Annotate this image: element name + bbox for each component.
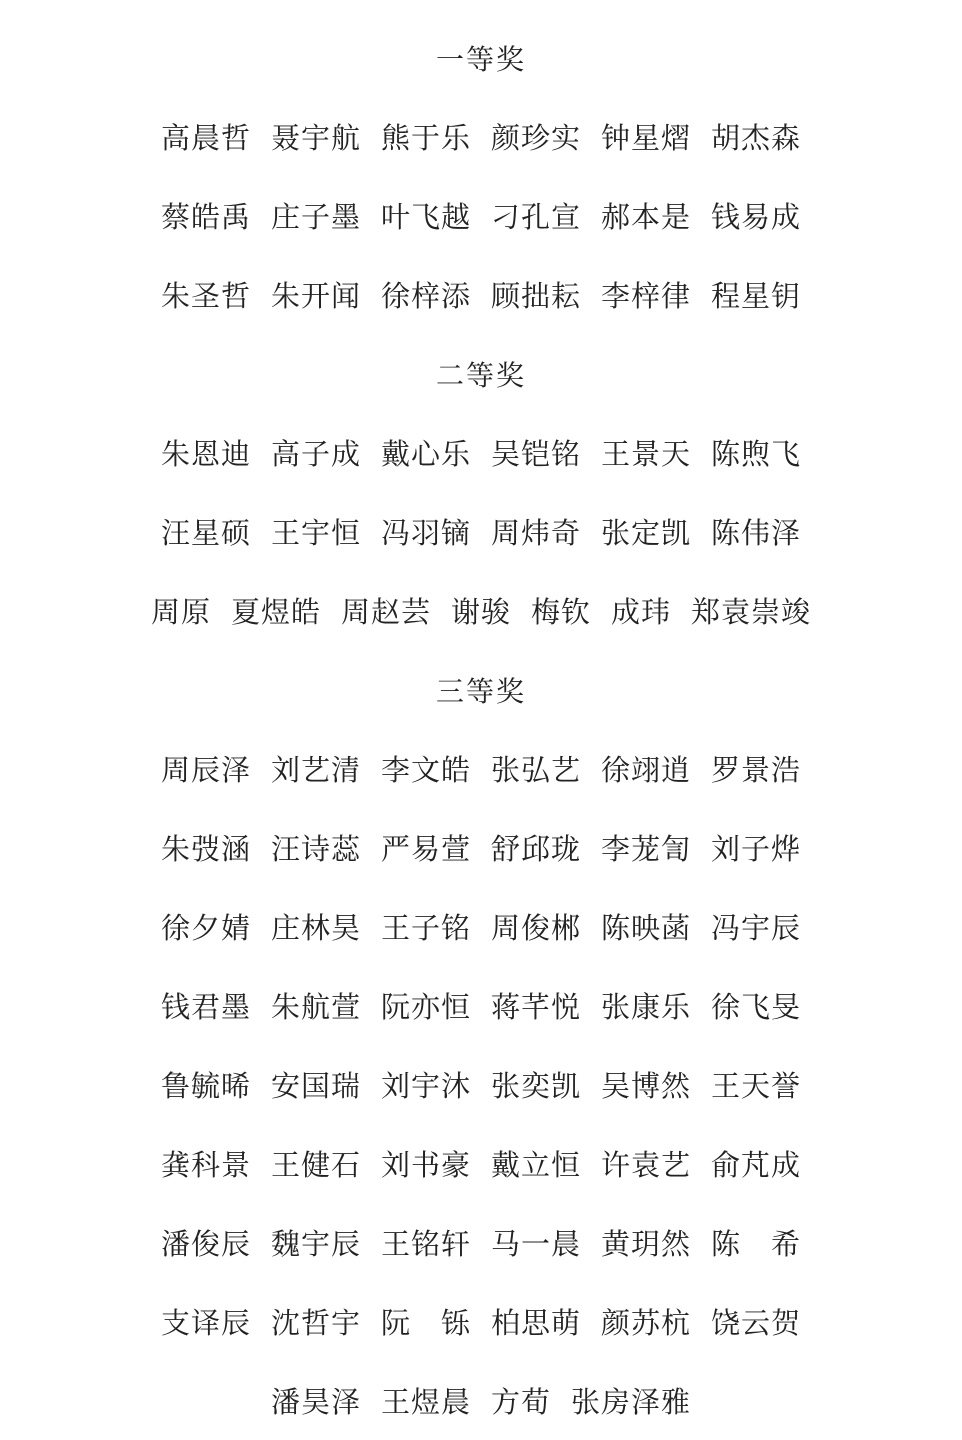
student-name: 周原 bbox=[150, 595, 211, 629]
student-name: 程星钥 bbox=[711, 279, 802, 313]
student-name: 汪诗蕊 bbox=[270, 832, 361, 866]
student-name: 钱易成 bbox=[711, 200, 802, 234]
student-name: 郑袁崇竣 bbox=[691, 595, 812, 629]
student-name: 顾拙耘 bbox=[491, 279, 582, 313]
student-name: 俞芃成 bbox=[711, 1148, 802, 1182]
student-name: 刁孔宣 bbox=[491, 200, 582, 234]
student-name: 钱君墨 bbox=[160, 990, 251, 1024]
section-heading-first-prize: 一等奖 bbox=[435, 42, 526, 76]
name-row bbox=[0, 1203, 962, 1282]
student-name: 王煜晨 bbox=[380, 1385, 471, 1419]
student-name: 朱弢涵 bbox=[160, 832, 251, 866]
student-name: 阮亦恒 bbox=[380, 990, 471, 1024]
name-row bbox=[0, 966, 962, 1045]
section-heading-second-prize: 二等奖 bbox=[435, 358, 526, 392]
student-name: 阮 铄 bbox=[380, 1306, 471, 1340]
student-name: 朱圣哲 bbox=[160, 279, 251, 313]
student-name: 李梓律 bbox=[601, 279, 692, 313]
student-name: 徐翊逍 bbox=[601, 753, 692, 787]
name-row bbox=[0, 1282, 962, 1361]
student-name: 陈 希 bbox=[711, 1227, 802, 1261]
name-row bbox=[0, 255, 962, 334]
student-name: 聂宇航 bbox=[270, 121, 361, 155]
name-row bbox=[0, 1124, 962, 1203]
student-name: 陈煦飞 bbox=[711, 437, 802, 471]
student-name: 郝本是 bbox=[601, 200, 692, 234]
student-name: 蔡皓禹 bbox=[160, 200, 251, 234]
student-name: 吴博然 bbox=[601, 1069, 692, 1103]
student-name: 王天誉 bbox=[711, 1069, 802, 1103]
student-name: 潘昊泽 bbox=[270, 1385, 361, 1419]
student-name: 舒邱珑 bbox=[491, 832, 582, 866]
student-name: 颜珍实 bbox=[491, 121, 582, 155]
student-name: 周俊郴 bbox=[491, 911, 582, 945]
student-name: 龚科景 bbox=[160, 1148, 251, 1182]
student-name: 朱航萱 bbox=[270, 990, 361, 1024]
student-name: 罗景浩 bbox=[711, 753, 802, 787]
student-name: 高子成 bbox=[270, 437, 361, 471]
name-row bbox=[0, 97, 962, 176]
student-name: 戴立恒 bbox=[491, 1148, 582, 1182]
name-row bbox=[0, 1045, 962, 1124]
student-name: 潘俊辰 bbox=[160, 1227, 251, 1261]
name-row bbox=[0, 1361, 962, 1440]
student-name: 沈哲宇 bbox=[270, 1306, 361, 1340]
student-name: 汪星硕 bbox=[160, 516, 251, 550]
student-name: 马一晨 bbox=[491, 1227, 582, 1261]
student-name: 刘艺清 bbox=[270, 753, 361, 787]
name-row bbox=[0, 176, 962, 255]
student-name: 梅钦 bbox=[531, 595, 592, 629]
student-name: 吴铠铭 bbox=[491, 437, 582, 471]
student-name: 刘宇沐 bbox=[380, 1069, 471, 1103]
student-name: 高晨哲 bbox=[160, 121, 251, 155]
student-name: 柏思萌 bbox=[491, 1306, 582, 1340]
student-name: 庄子墨 bbox=[270, 200, 361, 234]
student-name: 徐夕婧 bbox=[160, 911, 251, 945]
student-name: 陈伟泽 bbox=[711, 516, 802, 550]
student-name: 钟星熠 bbox=[601, 121, 692, 155]
student-name: 颜苏杭 bbox=[601, 1306, 692, 1340]
student-name: 夏煜皓 bbox=[230, 595, 321, 629]
student-name: 冯羽镝 bbox=[380, 516, 471, 550]
student-name: 庄林昊 bbox=[270, 911, 361, 945]
student-name: 叶飞越 bbox=[380, 200, 471, 234]
name-row bbox=[0, 729, 962, 808]
student-name: 王子铭 bbox=[380, 911, 471, 945]
student-name: 朱开闻 bbox=[270, 279, 361, 313]
student-name: 冯宇辰 bbox=[711, 911, 802, 945]
student-name: 王宇恒 bbox=[270, 516, 361, 550]
student-name: 徐飞旻 bbox=[711, 990, 802, 1024]
student-name: 刘书豪 bbox=[380, 1148, 471, 1182]
name-row bbox=[0, 571, 962, 650]
student-name: 陈映菡 bbox=[601, 911, 692, 945]
section-heading-third-prize: 三等奖 bbox=[435, 674, 526, 708]
award-list bbox=[0, 18, 962, 1440]
student-name: 张奕凯 bbox=[491, 1069, 582, 1103]
student-name: 方荀 bbox=[491, 1385, 552, 1419]
name-row bbox=[0, 413, 962, 492]
student-name: 蒋芊悦 bbox=[491, 990, 582, 1024]
student-name: 王健石 bbox=[270, 1148, 361, 1182]
student-name: 王铭轩 bbox=[380, 1227, 471, 1261]
student-name: 饶云贺 bbox=[711, 1306, 802, 1340]
name-row bbox=[0, 808, 962, 887]
student-name: 魏宇辰 bbox=[270, 1227, 361, 1261]
name-row bbox=[0, 492, 962, 571]
student-name: 周炜奇 bbox=[491, 516, 582, 550]
student-name: 戴心乐 bbox=[380, 437, 471, 471]
student-name: 严易萱 bbox=[380, 832, 471, 866]
student-name: 李茏訇 bbox=[601, 832, 692, 866]
student-name: 安国瑞 bbox=[270, 1069, 361, 1103]
student-name: 胡杰森 bbox=[711, 121, 802, 155]
student-name: 朱恩迪 bbox=[160, 437, 251, 471]
student-name: 徐梓添 bbox=[380, 279, 471, 313]
student-name: 鲁毓晞 bbox=[160, 1069, 251, 1103]
student-name: 张定凯 bbox=[601, 516, 692, 550]
student-name: 黄玥然 bbox=[601, 1227, 692, 1261]
student-name: 谢骏 bbox=[450, 595, 511, 629]
student-name: 张弘艺 bbox=[491, 753, 582, 787]
student-name: 支译辰 bbox=[160, 1306, 251, 1340]
student-name: 王景天 bbox=[601, 437, 692, 471]
name-row bbox=[0, 887, 962, 966]
student-name: 周辰泽 bbox=[160, 753, 251, 787]
student-name: 熊于乐 bbox=[380, 121, 471, 155]
student-name: 刘子烨 bbox=[711, 832, 802, 866]
student-name: 许袁艺 bbox=[601, 1148, 692, 1182]
student-name: 张康乐 bbox=[601, 990, 692, 1024]
student-name: 张房泽雅 bbox=[571, 1385, 692, 1419]
student-name: 周赵芸 bbox=[340, 595, 431, 629]
student-name: 李文皓 bbox=[380, 753, 471, 787]
student-name: 成玮 bbox=[611, 595, 672, 629]
